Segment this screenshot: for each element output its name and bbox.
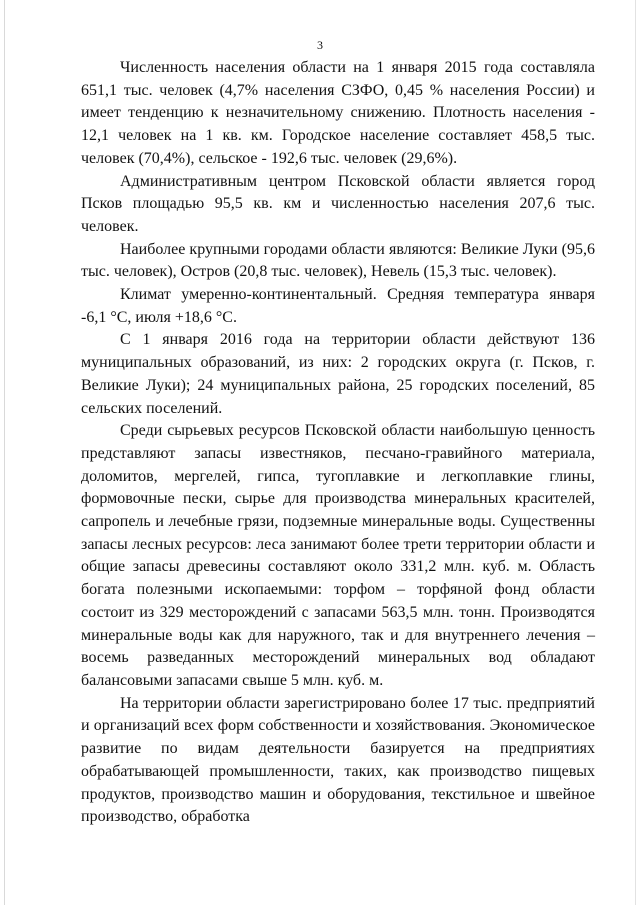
page-left-edge: [4, 0, 5, 905]
paragraph-climate: Климат умеренно-континентальный. Средняя температура января -6,1 °С, июля +18,6 °С.: [81, 286, 595, 326]
paragraph-population: Численность населения области на 1 января 2015 года составляла 651,1 тыс. человек (4,7% населения СЗФО, 0,45 % населения России) и имеет тенденцию к незначительному снижению. Плотность населения - 12,1 человек на 1 кв. км. Городское население составляет 458,5 тыс. человек (70,4%), сельское - 192,6 тыс. человек (29,6%).: [81, 59, 595, 167]
paragraph-administrative-center: Административным центром Псковской области является город Псков площадью 95,5 кв. км и численностью населения 207,6 тыс. человек.: [81, 172, 595, 235]
paragraph-economy: На территории области зарегистрировано более 17 тыс. предприятий и организаций всех форм собственности и хозяйствования. Экономическое развитие по видам деятельности базируется на предприятиях обрабатывающей промышленности, таких, как производство пищевых продуктов, производство машин и оборудования, текстильное и швейное производство, обработка: [81, 694, 595, 826]
document-body: [81, 57, 595, 829]
paragraph-resources: Среди сырьевых ресурсов Псковской области наибольшую ценность представляют запасы известняков, песчано-гравийного материала, доломитов, мергелей, гипса, тугоплавкие и легкоплавкие глины, формовочные пески, сырье для производства минеральных красителей, сапропель и лечебные грязи, подземные минеральные воды. Существенны запасы лесных ресурсов: леса занимают более трети территории области и общие запасы древесины составляют около 331,2 млн. куб. м. Область богата полезными ископаемыми: торфом – торфяной фонд области состоит из 329 месторождений с запасами 563,5 млн. тонн. Производятся минеральные воды как для наружного, так и для внутреннего лечения – восемь разведанных месторождений минеральных вод обладают балансовыми запасами свыше 5 млн. куб. м.: [81, 422, 595, 689]
page-number: 3: [317, 38, 323, 52]
page-right-edge: [635, 0, 636, 905]
paragraph-largest-cities: Наиболее крупными городами области являются: Великие Луки (95,6 тыс. человек), Остров (20,8 тыс. человек), Невель (15,3 тыс. человек).: [81, 240, 595, 281]
paragraph-municipalities: С 1 января 2016 года на территории области действуют 136 муниципальных образований, из них: 2 городских округа (г. Псков, г. Великие Луки); 24 муниципальных района, 25 городских поселений, 85 сельских поселений.: [81, 331, 595, 417]
